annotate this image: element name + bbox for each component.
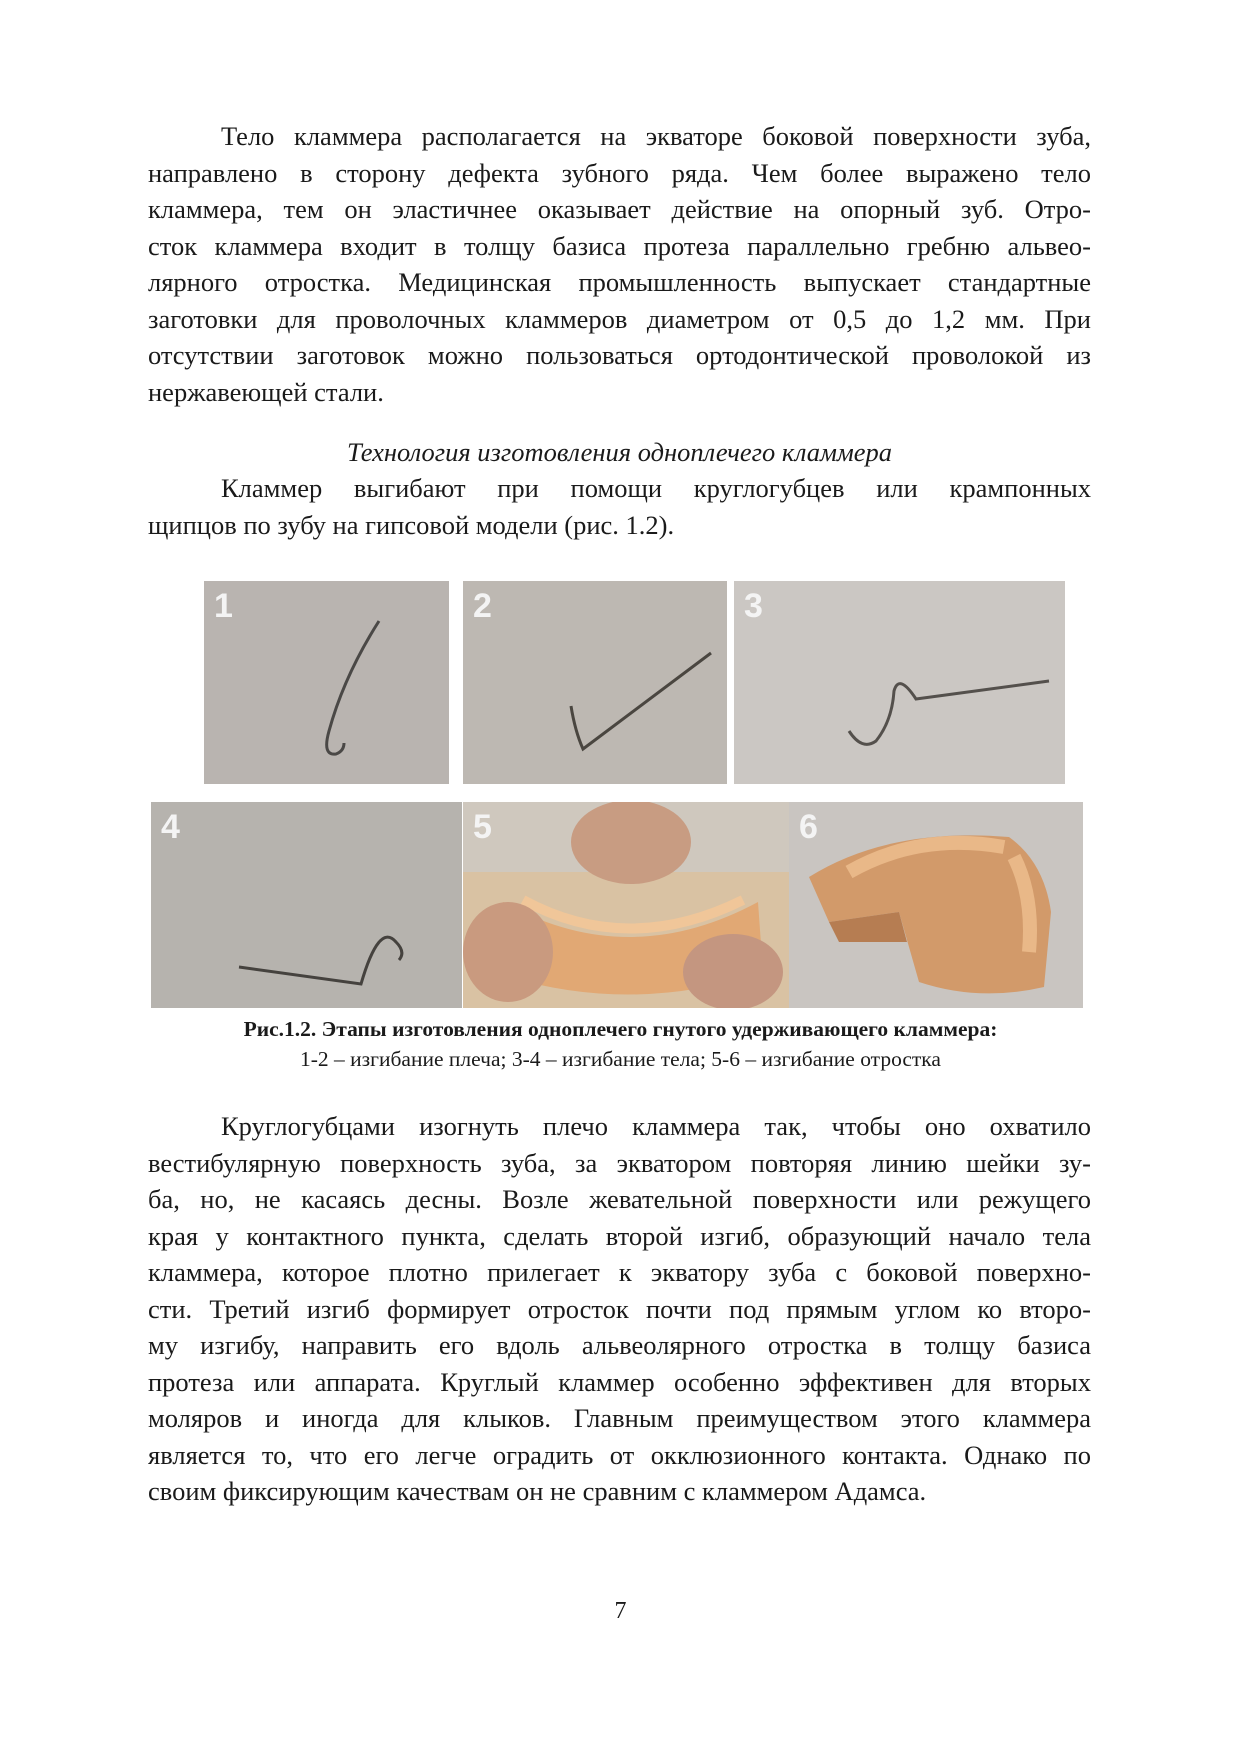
text-line: сти. Третий изгиб формирует отросток почти под прямым углом ко второ- — [148, 1293, 1091, 1324]
text-line: заготовки для проволочных кламмеров диаметром от 0,5 до 1,2 мм. При — [148, 303, 1091, 334]
text-line — [148, 118, 1091, 155]
text-line: моляров и иногда для клыков. Главным преимуществом этого кламмера — [148, 1403, 1091, 1433]
text-line: отсутствии заготовок можно пользоваться ортодонтической проволокой из — [148, 340, 1091, 370]
figure-photo-6 — [789, 802, 1083, 1008]
panel-number: 6 — [799, 808, 818, 846]
text-line: лярного отростка. Медицинская промышленность выпускает стандартные — [148, 267, 1091, 297]
text-line: своим фиксирующим качествам он не сравним с кламмером Адамса. — [148, 1476, 927, 1506]
text-line: сток кламмера входит в толщу базиса протеза параллельно гребню альвео- — [148, 230, 1091, 261]
figure-photo-3 — [734, 581, 1065, 784]
text-line: нержавеющей стали. — [148, 376, 384, 407]
text-line-content: Кламмер выгибают при помощи круглогубцев или крампонных — [221, 473, 1091, 503]
section-heading: Технология изготовления одноплечего кламмера — [346, 437, 893, 467]
text-line: му изгибу, направить его вдоль альвеолярного отростка в толщу базиса — [148, 1330, 1091, 1360]
figure-photo-2 — [463, 581, 727, 784]
figure-photo-5 — [463, 802, 789, 1008]
text-line: края у контактного пункта, сделать второй изгиб, образующий начало тела — [148, 1220, 1091, 1251]
text-line: направлено в сторону дефекта зубного ряда. Чем более выражено тело — [148, 157, 1091, 188]
text-line-content: Круглогубцами изогнуть плечо кламмера так, чтобы оно охватило — [221, 1111, 1091, 1141]
figure-caption-title: Рис.1.2. Этапы изготовления одноплечего гнутого удерживающего кламмера: — [243, 1017, 998, 1041]
panel-number: 5 — [473, 808, 492, 846]
paragraph-2 — [148, 470, 1091, 543]
panel-number: 3 — [744, 587, 763, 625]
text-line — [148, 470, 1091, 507]
text-line — [148, 1108, 1091, 1145]
text-line: ба, но, не касаясь десны. Возле жевательной поверхности или режущего — [148, 1184, 1091, 1214]
figure-photo-4 — [151, 802, 462, 1008]
text-line: является то, что его легче оградить от окклюзионного контакта. Однако по — [148, 1439, 1091, 1470]
panel-number: 2 — [473, 587, 492, 625]
panel-number: 1 — [214, 587, 233, 625]
text-line: щипцов по зубу на гипсовой модели (рис. 1.2). — [148, 509, 675, 540]
text-line: вестибулярную поверхность зуба, за экватором повторяя линию шейки зу- — [148, 1147, 1091, 1178]
paragraph-1 — [148, 118, 1091, 410]
figure-caption-text: 1-2 – изгибание плеча; 3-4 – изгибание тела; 5-6 – изгибание отростка — [300, 1047, 941, 1071]
text-line: кламмера, тем он эластичнее оказывает действие на опорный зуб. Отро- — [148, 194, 1091, 224]
text-line: кламмера, которое плотно прилегает к экватору зуба с боковой поверхно- — [148, 1257, 1091, 1287]
text-line-content: Тело кламмера располагается на экваторе боковой поверхности зуба, — [221, 121, 1091, 151]
paragraph-3 — [148, 1108, 1091, 1510]
figure-photo-1 — [204, 581, 449, 784]
panel-number: 4 — [161, 808, 180, 846]
page-number: 7 — [614, 1598, 627, 1624]
text-line: протеза или аппарата. Круглый кламмер особенно эффективен для вторых — [148, 1366, 1091, 1397]
